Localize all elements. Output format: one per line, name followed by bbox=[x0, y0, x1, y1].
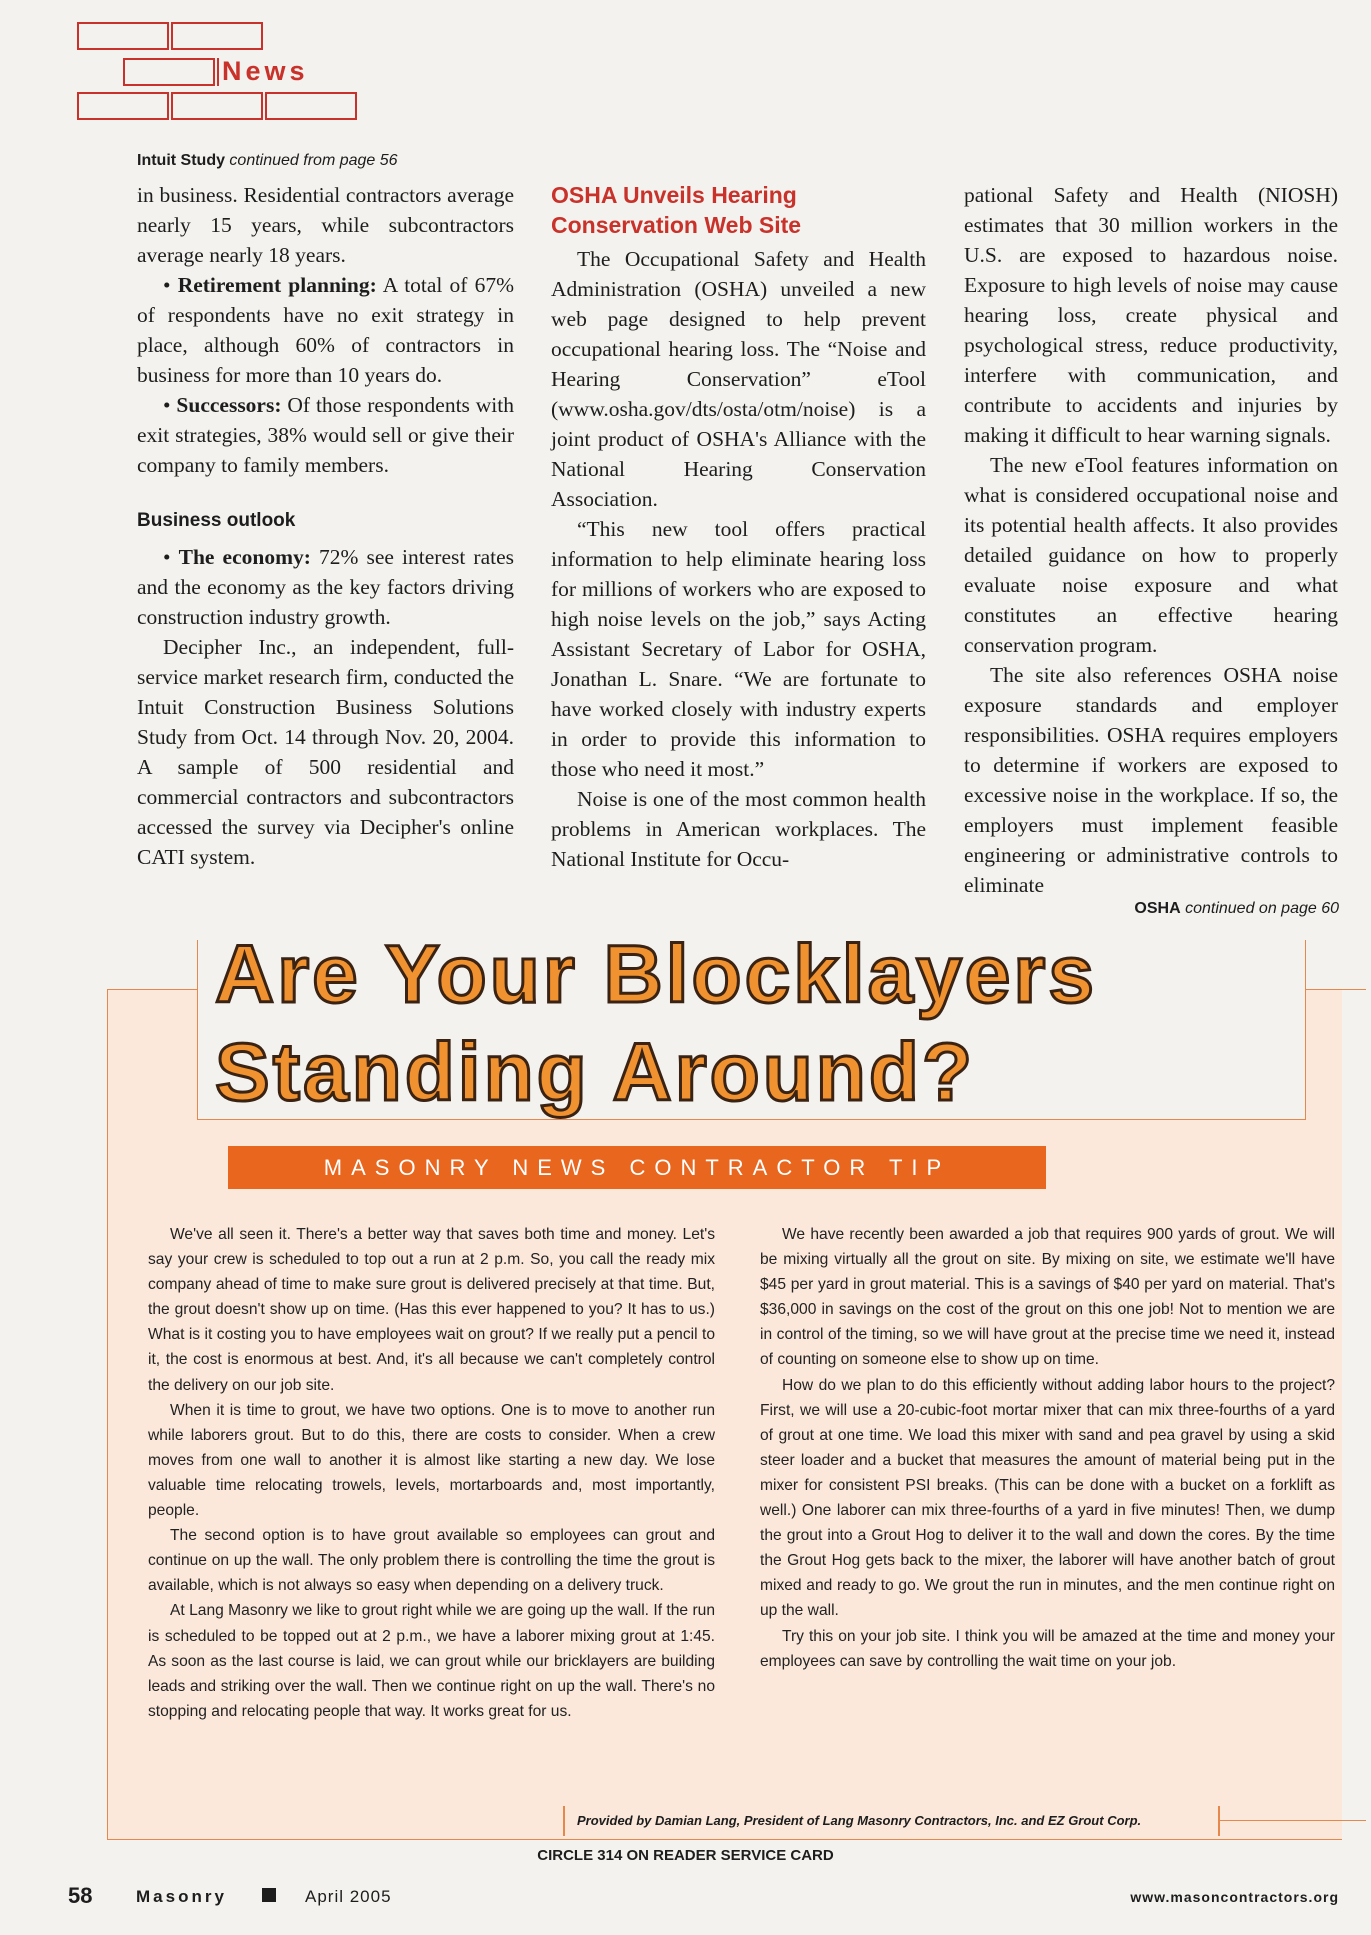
tip-paragraph: At Lang Masonry we like to grout right while we are going up the wall. If the run is scheduled to be topped out at 2 p.m., we have a laborer mixing grout at 1:45. As soon as the last course is laid, we can grout while our bricklayers are building leads and striking over the wall. Then we continue right on up the wall. There's no stopping and relocating people that way. It works great for us. bbox=[148, 1602, 715, 1720]
tip-title-line-2: Standing Around? bbox=[215, 1027, 976, 1118]
successors-bullet: • Successors: Of those respondents with exit strategies, 38% would sell or give their company to family members. bbox=[137, 393, 514, 477]
bullet-text: 72% see interest rates and the economy as the key factors driving construction industry growth. bbox=[137, 545, 515, 629]
intuit-paragraph: in business. Residential contractors average nearly 15 years, while subcontractors average nearly 18 years. bbox=[137, 183, 514, 267]
rule-line bbox=[107, 989, 197, 990]
page-number: 58 bbox=[68, 1883, 93, 1908]
osha-paragraph: The new eTool features information on what is considered occupational noise and its potential health affects. It also provides detailed guidance on how to properly evaluate noise exposure and what constitutes an effective hearing conservation program. bbox=[964, 453, 1338, 657]
brick-shape bbox=[77, 22, 169, 50]
brick-shape bbox=[171, 92, 263, 120]
bullet-text: Of those respondents with exit strategies, 38% would sell or give their company to family members. bbox=[137, 393, 514, 477]
jump-bold: OSHA bbox=[1134, 900, 1181, 917]
business-outlook-heading: Business outlook bbox=[137, 510, 296, 531]
brick-shape bbox=[123, 58, 215, 86]
tip-paragraph: The second option is to have grout available so employees can grout and continue on up the wall. The only problem there is controlling the time the grout is available, which is not always so easy when depending on a delivery truck. bbox=[148, 1527, 715, 1595]
tip-column-right bbox=[760, 1222, 1335, 1674]
section-label: News bbox=[222, 56, 309, 86]
intuit-paragraph: Decipher Inc., an independent, full-service market research firm, conducted the Intuit Construction Business Solutions Study from Oct. 14 through Nov. 20, 2004. A sample of 500 residential and commercial contractors and subcontractors accessed the survey via Decipher's online CATI system. bbox=[137, 635, 514, 869]
tip-column-left bbox=[148, 1222, 715, 1724]
bullet-label: Successors: bbox=[176, 393, 282, 417]
tip-paragraph: We've all seen it. There's a better way that saves both time and money. Let's say your crew is scheduled to top out a run at 2 p.m. So, you call the ready mix company ahead of time to make sure grout is delivered precisely at that time. But, the grout doesn't show up on time. (Has this ever happened to you? It has to us.) What is it costing you to have employees wait on grout? If we really put a pencil to it, the cost is enormous at best. And, it's all because we can't completely control the delivery on our job site. bbox=[148, 1226, 715, 1394]
jump-rest: continued on page 60 bbox=[1180, 900, 1339, 917]
rule-line bbox=[1218, 1806, 1220, 1836]
tip-paragraph: How do we plan to do this efficiently without adding labor hours to the project? First, we will use a 20-cubic-foot mortar mixer that can mix three-fourths of a yard of grout at one time. We load this mixer with sand and pea gravel by using a skid steer loader and a bucket that measures the amount of material being put in the mixer for consistent PSI breaks. (This can be done with a bucket on a forklift as well.) One laborer can mix three-fourths of a yard in five minutes! Then, we dump the grout into a Grout Hog to deliver it to the wall and down the cores. By the time the Grout Hog gets back to the mixer, the laborer will have another batch of grout mixed and ready to go. We grout the run in minutes, and the men continue right on up the wall. bbox=[760, 1376, 1335, 1620]
website-url: www.masoncontractors.org bbox=[1130, 1889, 1339, 1905]
osha-column-continued bbox=[964, 180, 1338, 900]
tip-paragraph: We have recently been awarded a job that requires 900 yards of grout. We will be mixing virtually all the grout on site. By mixing on site, we estimate we'll have $45 per yard in grout material. This is a savings of $40 per yard on material. That's $36,000 in savings on the cost of the grout on this one job! Not to mention we are in control of the timing, so we will have grout at the precise time we need it, instead of counting on someone else to show up on time. bbox=[760, 1226, 1335, 1369]
osha-paragraph: Noise is one of the most common health problems in American workplaces. The National Institute for Occu- bbox=[551, 787, 926, 871]
issue-date: April 2005 bbox=[305, 1887, 392, 1906]
brick-shape bbox=[77, 92, 169, 120]
rule-line bbox=[1220, 1820, 1366, 1821]
intuit-column bbox=[137, 180, 514, 872]
brick-shape bbox=[217, 58, 219, 86]
tip-title-line-1: Are Your Blocklayers bbox=[215, 929, 1097, 1020]
bullet-label: The economy: bbox=[178, 545, 311, 569]
osha-paragraph: “This new tool offers practical information to help eliminate hearing loss for millions of workers who are exposed to high noise levels on the job,” says Acting Assistant Secretary of Labor for OSHA, Jonathan L. Snare. “We are fortunate to have worked closely with industry experts in order to provide this information to those who need it most.” bbox=[551, 517, 926, 781]
osha-paragraph: The Occupational Safety and Health Administration (OSHA) unveiled a new web page designed to help prevent occupational hearing loss. The “Noise and Hearing Conservation” eTool (www.osha.gov/dts/osta/otm/noise) is a joint product of OSHA's Alliance with the National Hearing Conservation Association. bbox=[551, 247, 926, 511]
news-brick-logo bbox=[77, 22, 357, 122]
tip-paragraph: Try this on your job site. I think you will be amazed at the time and money your employees can save by controlling the wait time on your job. bbox=[760, 1627, 1335, 1670]
jump-line-osha bbox=[1134, 900, 1339, 918]
brick-shape bbox=[171, 22, 263, 50]
publication-name: Masonry bbox=[136, 1887, 227, 1906]
brick-shape bbox=[265, 92, 357, 120]
osha-column bbox=[551, 180, 926, 874]
tip-credit: Provided by Damian Lang, President of Lang Masonry Contractors, Inc. and EZ Grout Corp. bbox=[563, 1806, 1141, 1836]
osha-paragraph: The site also references OSHA noise exposure standards and employer responsibilities. OSHA requires employers to determine if workers are exposed to excessive noise in the workplace. If so, the employers must implement feasible engineering or administrative controls to eliminate bbox=[964, 663, 1338, 897]
rule-line bbox=[1306, 989, 1366, 990]
osha-headline: OSHA Unveils Hearing Conservation Web Site bbox=[551, 182, 802, 238]
osha-paragraph: pational Safety and Health (NIOSH) estimates that 30 million workers in the U.S. are exposed to hazardous noise. Exposure to high levels of noise may cause hearing loss, create physical and psychological stress, reduce productivity, interfere with communication, and contribute to accidents and injuries by making it difficult to hear warning signals. bbox=[964, 183, 1338, 447]
separator-square-icon bbox=[262, 1888, 276, 1902]
retirement-bullet: • Retirement planning: A total of 67% of respondents have no exit strategy in place, although 60% of contractors in business for more than 10 years do. bbox=[137, 273, 515, 387]
tip-paragraph: When it is time to grout, we have two options. One is to move to another run while laborers grout. But to do this, there are costs to consider. When a crew moves from one wall to another it is almost like starting a new day. We lose valuable time relocating trowels, levels, mortarboards and, most importantly, people. bbox=[148, 1401, 715, 1520]
economy-bullet: • The economy: 72% see interest rates and the economy as the key factors driving construction industry growth. bbox=[137, 545, 515, 629]
reader-service-note: CIRCLE 314 ON READER SERVICE CARD bbox=[537, 1847, 834, 1864]
bullet-label: Retirement planning: bbox=[177, 273, 377, 297]
bullet-text: A total of 67% of respondents have no exit strategy in place, although 60% of contractors in business for more than 10 years do. bbox=[137, 273, 515, 387]
tip-band: MASONRY NEWS CONTRACTOR TIP bbox=[228, 1146, 1046, 1189]
jump-line-intuit bbox=[137, 152, 398, 170]
jump-rest: continued from page 56 bbox=[224, 152, 398, 169]
jump-bold: Intuit Study bbox=[137, 152, 225, 169]
